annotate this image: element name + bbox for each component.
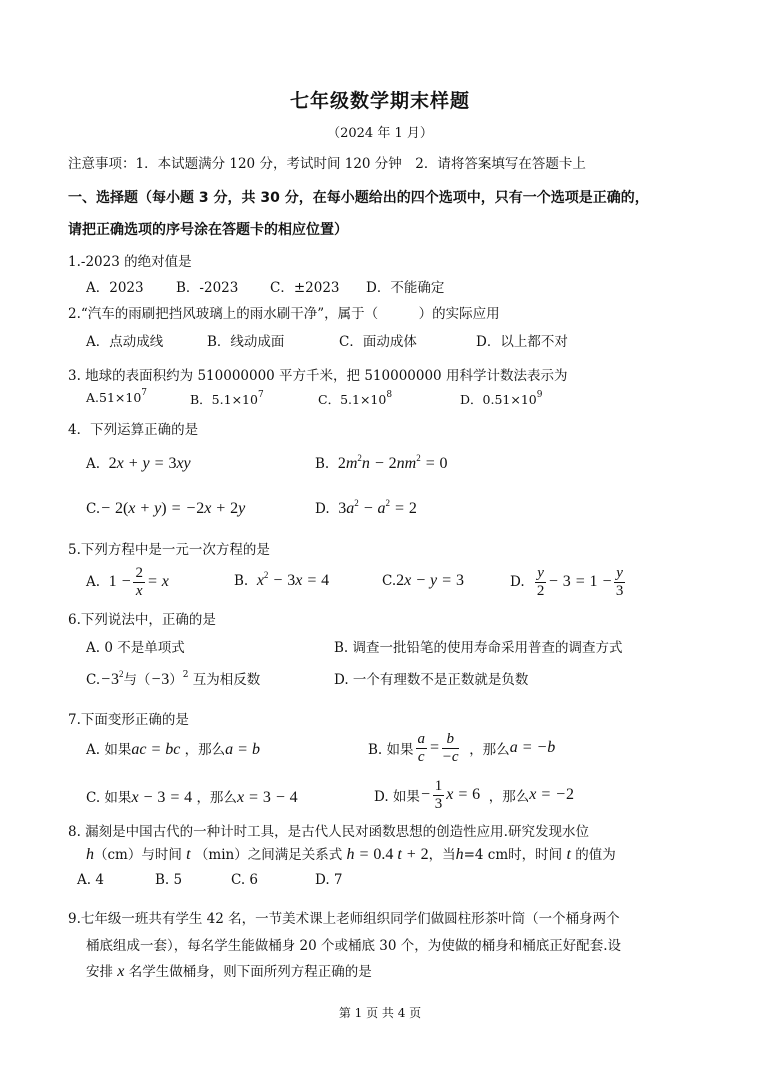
q6-option-a: A. 0 不是单项式 — [86, 640, 185, 656]
q7-stem: 7.下面变形正确的是 — [68, 712, 189, 728]
page-footer: 第 1 页 共 4 页 — [338, 1006, 422, 1020]
q3-stem: 3. 地球的表面积约为 510000000 平方千米，把 510000000 用科学计数法表示为 — [68, 368, 568, 384]
q4-option-d: D. $3a^2 - a^2 = 2$ — [315, 498, 417, 517]
q5-option-b: B. $x^2 - 3x = 4$ — [234, 570, 330, 589]
q9-line1: 9.七年级一班共有学生 42 名，一节美术课上老师组织同学们做圆柱形茶叶筒（一个桶身两个 — [68, 911, 620, 927]
q9-line2: 桶底组成一套），每名学生能做桶身 20 个或桶底 30 个，为使做的桶身和桶底正好配套.设 — [86, 938, 622, 954]
q5-option-d: D. $\frac{y}{2}$ − 3 = 1 − $\frac{y}{3}$ — [510, 564, 624, 599]
q8-option-a: A. 4 — [77, 872, 104, 888]
q5-option-c: C.2x − y = 3 — [382, 572, 464, 589]
q7-option-b: B. 如果 $\frac{a}{c}$ = $\frac{b}{-c}$ ，那么 a = −b — [368, 730, 556, 765]
q6-stem: 6.下列说法中，正确的是 — [68, 612, 216, 628]
q4-option-c: C.− 2(x + y) = −2x + 2y — [86, 500, 246, 517]
q2-stem: 2.“汽车的雨刷把挡风玻璃上的雨水刷干净”，属于（ ）的实际应用 — [68, 306, 500, 322]
q1-option-c: C．±2023 — [270, 280, 340, 296]
q2-option-b: B．线动成面 — [207, 334, 285, 350]
q8-line1: 8. 漏刻是中国古代的一种计时工具，是古代人民对函数思想的创造性应用.研究发现水位 — [68, 824, 589, 840]
q9-line3: 安排 x 名学生做桶身，则下面所列方程正确的是 — [86, 963, 372, 980]
q1-option-d: D．不能确定 — [366, 280, 445, 296]
q7-option-c: C. 如果x − 3 = 4 ，那么x = 3 − 4 — [86, 789, 298, 806]
q6-option-b: B. 调查一批铅笔的使用寿命采用普查的调查方式 — [334, 640, 623, 656]
q5-option-a: A. 1 − $\frac{2}{x}$ = x — [86, 564, 169, 599]
q4-option-b: B. $2m^2n - 2nm^2 = 0$ — [315, 453, 448, 472]
q8-line2: h（cm）与时间 t （min）之间满足关系式 h = 0.4 t + 2，当h=4 cm时，时间 t 的值为 — [86, 846, 616, 863]
section-heading-line1: 一、选择题（每小题 3 分，共 30 分，在每小题给出的四个选项中，只有一个选项是正确的， — [68, 190, 649, 206]
q2-option-c: C．面动成体 — [339, 334, 417, 350]
q1-option-b: B．-2023 — [176, 280, 239, 296]
q6-option-d: D. 一个有理数不是正数就是负数 — [334, 672, 529, 688]
q6-option-c: $C.-3^2$与$(-3)^2$ 互为相反数 — [86, 669, 261, 688]
notice: 注意事项：1．本试题满分 120 分，考试时间 120 分钟 2．请将答案填写在答题卡上 — [68, 156, 586, 172]
q4-stem: 4．下列运算正确的是 — [68, 422, 199, 438]
q3-option-a: $A.51\times 10^7$ — [86, 388, 148, 405]
q3-option-c: C．$5.1\times 10^8$ — [318, 390, 393, 407]
section-heading-line2: 请把正确选项的序号涂在答题卡的相应位置） — [68, 222, 348, 238]
q8-option-c: C. 6 — [231, 872, 259, 888]
q3-option-b: B．$5.1\times 10^7$ — [190, 390, 264, 407]
q7-option-d: D. 如果 − $\frac{1}{3}$ x = 6 ，那么 x = −2 — [374, 777, 574, 812]
q8-option-b: B. 5 — [155, 872, 183, 888]
q2-option-a: A．点动成线 — [86, 334, 164, 350]
q5-stem: 5.下列方程中是一元一次方程的是 — [68, 542, 270, 558]
page-title: 七年级数学期末样题 — [289, 90, 470, 112]
q3-option-d: D．$0.51\times 10^9$ — [460, 390, 543, 407]
q1-stem: 1.-2023 的绝对值是 — [68, 254, 192, 270]
q8-option-d: D. 7 — [315, 872, 343, 888]
q1-option-a: A．2023 — [86, 280, 144, 296]
exam-date: （2024 年 1 月） — [327, 126, 433, 141]
q2-option-d: D．以上都不对 — [476, 334, 568, 350]
q4-option-a: A. 2x + y = 3xy — [86, 455, 191, 472]
q7-option-a: A. 如果ac = bc ，那么a = b — [86, 741, 260, 758]
